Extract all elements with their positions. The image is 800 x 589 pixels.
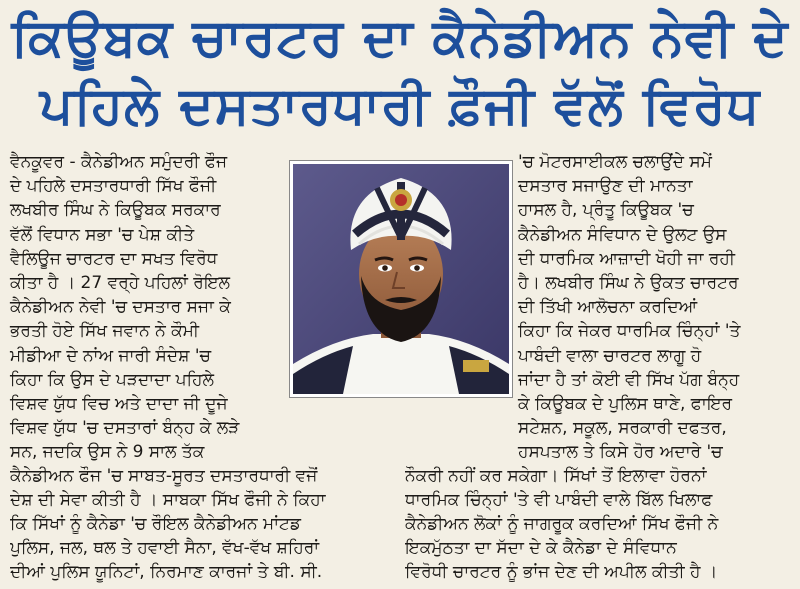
bottom-left-line: ਕੈਨੇਡੀਅਨ ਫੌਜ 'ਚ ਸਾਬਤ-ਸੂਰਤ ਦਸਤਾਰਧਾਰੀ ਵਜੋਂ [10,466,318,486]
left-line: ਵਿਸ਼ਵ ਯੁੱਧ 'ਚ ਦਸਤਾਰਾਂ ਬੰਨ੍ਹ ਕੇ ਲੜੇ [10,418,240,439]
bottom-left-line: ਪੁਲਿਸ, ਜਲ, ਥਲ ਤੇ ਹਵਾਈ ਸੈਨਾ, ਵੱਖ-ਵੱਖ ਸ਼ਹਿਰਾਂ [10,538,320,558]
left-column [10,150,282,465]
right-line: ਸਟੇਸ਼ਨ, ਸਕੂਲ, ਸਰਕਾਰੀ ਦਫਤਰ, [518,418,727,439]
bottom-left-line: ਕਿ ਸਿੱਖਾਂ ਨੂੰ ਕੈਨੇਡਾ 'ਚ ਰੌਇਲ ਕੈਨੇਡੀਅਨ ਮਾਂਟਡ [10,514,301,534]
right-line: ਕੈਨੇਡੀਅਨ ਸੰਵਿਧਾਨ ਦੇ ਉਲਟ ਉਸ [518,224,727,245]
portrait-photo [289,160,513,398]
right-line: 'ਚ ਮੋਟਰਸਾਈਕਲ ਚਲਾਉਂਦੇ ਸਮੇਂ [518,152,712,172]
bottom-right-line: ਨੌਕਰੀ ਨਹੀਂ ਕਰ ਸਕੇਗਾ। ਸਿੱਖਾਂ ਤੋਂ ਇਲਾਵਾ ਹੋਰਨਾਂ [405,466,707,486]
right-line: ਦੀ ਧਾਰਮਿਕ ਆਜ਼ਾਦੀ ਖੋਹੀ ਜਾ ਰਹੀ [518,248,735,269]
bottom-right-line: ਕੈਨੇਡੀਅਨ ਲੋਕਾਂ ਨੂੰ ਜਾਗਰੂਕ ਕਰਦਿਆਂ ਸਿੱਖ ਫੌਜੀ ਨੇ [405,514,719,534]
bottom-row-3 [10,512,790,536]
left-line: ਲਖਬੀਰ ਸਿੰਘ ਨੇ ਕਿਊਬਕ ਸਰਕਾਰ [10,200,221,221]
right-line: ਦਸਤਾਰ ਸਜਾਉਣ ਦੀ ਮਾਨਤਾ [518,176,693,197]
bottom-right-line: ਵਿਰੋਧੀ ਚਾਰਟਰ ਨੂੰ ਭਾਂਜ ਦੇਣ ਦੀ ਅਪੀਲ ਕੀਤੀ ਹੈ । [405,562,718,582]
right-line: ਪਾਬੰਦੀ ਵਾਲਾ ਚਾਰਟਰ ਲਾਗੂ ਹੋ [518,345,702,366]
left-line: ਵਿਸ਼ਵ ਯੁੱਧ ਵਿਚ ਅਤੇ ਦਾਦਾ ਜੀ ਦੂਜੇ [10,394,228,415]
right-line: ਜਾਂਦਾ ਹੈ ਤਾਂ ਕੋਈ ਵੀ ਸਿੱਖ ਪੱਗ ਬੰਨ੍ਹ [518,369,740,390]
sikh-naval-officer-portrait [293,164,509,394]
bottom-right-line: ਧਾਰਮਿਕ ਚਿੰਨ੍ਹਾਂ 'ਤੇ ਵੀ ਪਾਬੰਦੀ ਵਾਲੇ ਬਿੱਲ ਖਿਲਾਫ [405,490,713,510]
bottom-left-line: ਦੀਆਂ ਪੁਲਿਸ ਯੂਨਿਟਾਂ, ਨਿਰਮਾਣ ਕਾਰਜਾਂ ਤੇ ਬੀ. ਸੀ. [10,562,323,582]
bottom-row-5 [10,560,790,584]
headline [0,4,800,140]
left-line: ਵੈਨਕੂਵਰ - ਕੈਨੇਡੀਅਨ ਸਮੁੰਦਰੀ ਫੌਜ [10,152,228,172]
left-line: ਵੱਲੋਂ ਵਿਧਾਨ ਸਭਾ 'ਚ ਪੇਸ਼ ਕੀਤੇ [10,224,195,245]
headline-line-2: ਪਹਿਲੇ ਦਸਤਾਰਧਾਰੀ ਫ਼ੌਜੀ ਵੱਲੋਂ ਵਿਰੋਧ [39,76,761,136]
right-line: ਦੀ ਤਿੱਖੀ ਆਲੋਚਨਾ ਕਰਦਿਆਂ [518,297,698,318]
left-line: ਕਿਹਾ ਕਿ ਉਸ ਦੇ ਪੜਦਾਦਾ ਪਹਿਲੇ [10,369,214,390]
left-line: ਭਰਤੀ ਹੋਏ ਸਿੱਖ ਜਵਾਨ ਨੇ ਕੌਮੀ [10,321,200,342]
left-line: ਕੀਤਾ ਹੈ । 27 ਵਰ੍ਹੇ ਪਹਿਲਾਂ ਰੋਇਲ [10,273,231,294]
right-line: ਕੇ ਕਿਊਬਕ ਦੇ ਪੁਲਿਸ ਥਾਣੇ, ਫਾਇਰ [518,394,733,415]
left-line: ਵੈਲਿਊਜ ਚਾਰਟਰ ਦਾ ਸਖਤ ਵਿਰੋਧ [10,248,218,269]
right-line: ਹਾਸਲ ਹੈ, ਪ੍ਰੰਤੂ ਕਿਊਬਕ 'ਚ [518,200,694,221]
bottom-row-2 [10,488,790,512]
right-line: ਕਿਹਾ ਕਿ ਜੇਕਰ ਧਾਰਮਿਕ ਚਿੰਨ੍ਹਾਂ 'ਤੇ [518,321,741,342]
bottom-right-line: ਇਕਮੁੱਠਤਾ ਦਾ ਸੱਦਾ ਦੇ ਕੇ ਕੈਨੇਡਾ ਦੇ ਸੰਵਿਧਾਨ [405,538,677,558]
left-line: ਦੇ ਪਹਿਲੇ ਦਸਤਾਰਧਾਰੀ ਸਿੱਖ ਫੌਜੀ [10,176,217,197]
bottom-row-1 [10,464,790,488]
bottom-row-4 [10,536,790,560]
left-line: ਕੈਨੇਡੀਅਨ ਨੇਵੀ 'ਚ ਦਸਤਾਰ ਸਜਾ ਕੇ [10,297,231,318]
right-column [518,150,790,465]
left-line: ਸਨ, ਜਦਕਿ ਉਸ ਨੇ 9 ਸਾਲ ਤੱਕ [10,442,205,463]
bottom-left-line: ਦੇਸ਼ ਦੀ ਸੇਵਾ ਕੀਤੀ ਹੈ । ਸਾਬਕਾ ਸਿੱਖ ਫੌਜੀ ਨੇ ਕਿਹਾ [10,490,326,510]
headline-line-1: ਕਿਊਬਕ ਚਾਰਟਰ ਦਾ ਕੈਨੇਡੀਅਨ ਨੇਵੀ ਦੇ [11,8,789,68]
right-line: ਹਸਪਤਾਲ ਤੇ ਕਿਸੇ ਹੋਰ ਅਦਾਰੇ 'ਚ [518,442,723,463]
left-line: ਮੀਡੀਆ ਦੇ ਨਾਂਅ ਜਾਰੀ ਸੰਦੇਸ਼ 'ਚ [10,345,211,366]
right-line: ਹੈ। ਲਖਬੀਰ ਸਿੰਘ ਨੇ ਉਕਤ ਚਾਰਟਰ [518,273,739,294]
